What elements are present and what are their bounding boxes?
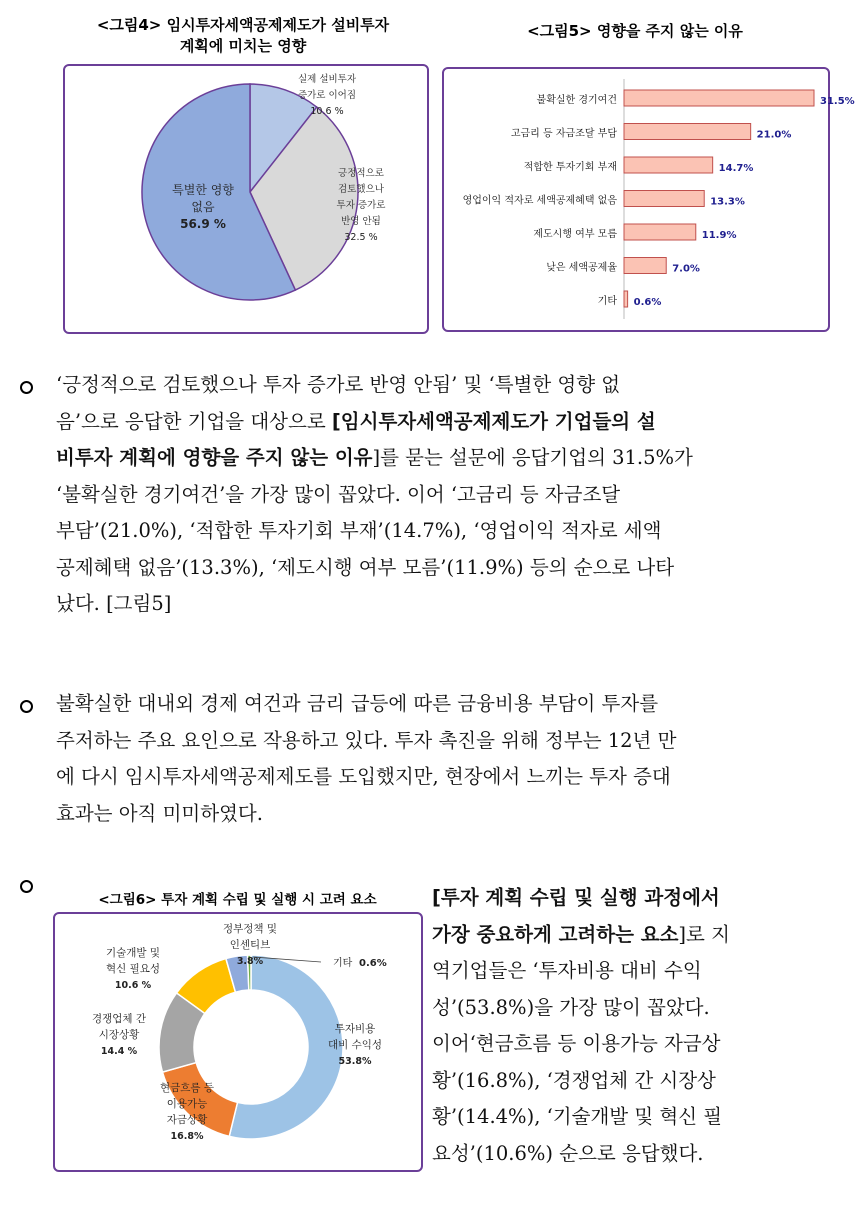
bar <box>624 157 713 173</box>
figure5-bar-panel <box>442 67 855 332</box>
bar-category-label: 고금리 등 자금조달 부담 <box>510 128 617 140</box>
figure4-caption <box>62 15 424 57</box>
slice-value-label: 10.6 % <box>114 980 152 991</box>
bar-value-label: 14.7% <box>718 163 754 174</box>
bar-value-label: 31.5% <box>820 96 855 107</box>
slice-category-label: 투자 증가로 <box>336 200 386 211</box>
slice-value-label: 16.8% <box>170 1131 204 1142</box>
figure6-donut-panel <box>53 912 423 1172</box>
slice-category-label: 시장상황 <box>98 1029 140 1041</box>
paragraph-3 <box>432 880 818 1172</box>
bar-value-label: 13.3% <box>710 196 745 208</box>
paragraph-line: 났다. [그림5] <box>56 592 172 615</box>
slice-value-label: 14.4 % <box>100 1046 138 1057</box>
slice-category-label: 이용가능 <box>166 1098 208 1110</box>
figure4-pie-panel <box>63 64 429 334</box>
paragraph-line: 불확실한 대내외 경제 여건과 금리 급등에 따른 금융비용 부담이 투자를 <box>56 692 659 715</box>
paragraph-line: 가장 중요하게 고려하는 요소]로 지 <box>432 922 730 946</box>
slice-category-label: 긍정적으로 <box>338 168 384 179</box>
bar-category-label: 불확실한 경기여건 <box>536 95 617 106</box>
bullet-icon <box>20 880 33 893</box>
bar <box>624 258 666 274</box>
slice-value-label: 53.8% <box>338 1056 372 1067</box>
paragraph-line: 부담’(21.0%), ‘적합한 투자기회 부재’(14.7%), ‘영업이익 적자로 세액 <box>56 519 662 542</box>
slice-category-label: 기술개발 및 <box>105 947 161 959</box>
slice-category-label: 현금흐름 등 <box>159 1082 215 1094</box>
bar-category-label: 낮은 세액공제율 <box>546 262 617 274</box>
figure4-caption-line2: 계획에 미치는 영향 <box>179 37 307 55</box>
paragraph-line: 음’으로 응답한 기업을 대상으로 [임시투자세액공제제도가 기업들의 설 <box>56 409 656 433</box>
figure6-donut-chart <box>55 914 421 1170</box>
slice-category-label: 혁신 필요성 <box>105 963 161 975</box>
slice-value-label: 56.9 % <box>180 217 226 231</box>
slice-category-label: 정부정책 및 <box>222 923 278 935</box>
slice-value-label: 10.6 % <box>310 106 344 117</box>
paragraph-line <box>432 880 818 917</box>
figure4-pie-chart <box>65 66 427 332</box>
bar-value-label: 7.0% <box>672 263 700 275</box>
bar-category-label: 기타 <box>597 296 617 307</box>
slice-category-label: 기타 <box>333 958 353 969</box>
paragraph-line: ‘불확실한 경기여건’을 가장 많이 꼽았다. 이어 ‘고금리 등 자금조달 <box>56 482 621 506</box>
bar-value-label: 11.9% <box>701 230 737 241</box>
bar <box>624 124 751 140</box>
bar-value-label: 0.6% <box>633 297 662 308</box>
figure4-caption-line1: <그림4> 임시투자세액공제제도가 설비투자 <box>96 16 390 34</box>
bar <box>624 90 814 106</box>
slice-category-label: 대비 수익성 <box>327 1039 383 1051</box>
slice-value-label: 0.6% <box>359 958 387 969</box>
paragraph-line: 요성’(10.6%) 순으로 응답했다. <box>432 1141 704 1165</box>
slice-category-label: 경쟁업체 간 <box>91 1013 147 1025</box>
figure5-bar-chart <box>444 69 855 330</box>
bar <box>624 224 696 240</box>
slice-category-label: 투자비용 <box>334 1023 376 1035</box>
bar-category-label: 제도시행 여부 모름 <box>533 229 617 240</box>
highlighted-text: 가장 중요하게 고려하는 요소 <box>432 922 679 946</box>
paragraph-line: 비투자 계획에 영향을 주지 않는 이유]를 묻는 설문에 응답기업의 31.5%가 <box>56 446 693 469</box>
highlighted-text: [투자 계획 수립 및 실행 과정에서 <box>432 886 720 909</box>
slice-category-label: 인센티브 <box>229 939 271 951</box>
bullet-icon <box>20 381 33 394</box>
paragraph-line: 역기업들은 ‘투자비용 대비 수익 <box>432 959 702 982</box>
paragraph-line: 이어‘현금흐름 등 이용가능 자금상 <box>432 1032 721 1055</box>
slice-category-label: 검토했으나 <box>338 184 384 195</box>
paragraph-line: 에 다시 임시투자세액공제제도를 도입했지만, 현장에서 느끼는 투자 증대 <box>56 765 671 788</box>
slice-category-label: 자금상황 <box>166 1114 208 1126</box>
slice-value-label: 3.8% <box>236 956 264 967</box>
paragraph-line: 황’(16.8%), ‘경쟁업체 간 시장상 <box>432 1068 716 1092</box>
slice-category-label: 실제 설비투자 <box>297 74 357 85</box>
bar-category-label: 영업이익 적자로 세액공제혜택 없음 <box>462 195 617 207</box>
slice-category-label: 특별한 영향 <box>172 183 234 197</box>
paragraph-line: ‘긍정적으로 검토했으나 투자 증가로 반영 안됨’ 및 ‘특별한 영향 없 <box>56 373 621 396</box>
bar <box>624 291 628 307</box>
figure6-caption: <그림6> 투자 계획 수립 및 실행 시 고려 요소 <box>98 892 377 908</box>
highlighted-text: 비투자 계획에 영향을 주지 않는 이유 <box>56 446 373 469</box>
paragraph-line: 황’(14.4%), ‘기술개발 및 혁신 필 <box>432 1105 723 1128</box>
bar-category-label: 적합한 투자기회 부재 <box>523 162 617 173</box>
paragraph-1 <box>56 367 828 623</box>
slice-category-label: 증가로 이어짐 <box>297 90 357 101</box>
paragraph-2 <box>56 686 828 832</box>
bullet-icon <box>20 700 33 713</box>
bar <box>624 191 704 207</box>
paragraph-line: 공제혜택 없음’(13.3%), ‘제도시행 여부 모름’(11.9%) 등의 순으로 나타 <box>56 555 675 579</box>
slice-category-label: 없음 <box>191 200 215 214</box>
paragraph-line: 효과는 아직 미미하였다. <box>56 801 263 825</box>
slice-value-label: 32.5 % <box>344 232 378 243</box>
paragraph-line: 주저하는 주요 요인으로 작용하고 있다. 투자 촉진을 위해 정부는 12년 만 <box>56 728 677 752</box>
paragraph-line: 성’(53.8%)을 가장 많이 꼽았다. <box>432 995 710 1019</box>
slice-category-label: 반영 안됨 <box>341 216 381 227</box>
figure5-caption: <그림5> 영향을 주지 않는 이유 <box>527 22 743 40</box>
bar-value-label: 21.0% <box>756 129 792 141</box>
highlighted-text: [임시투자세액공제제도가 기업들의 설 <box>331 409 656 433</box>
